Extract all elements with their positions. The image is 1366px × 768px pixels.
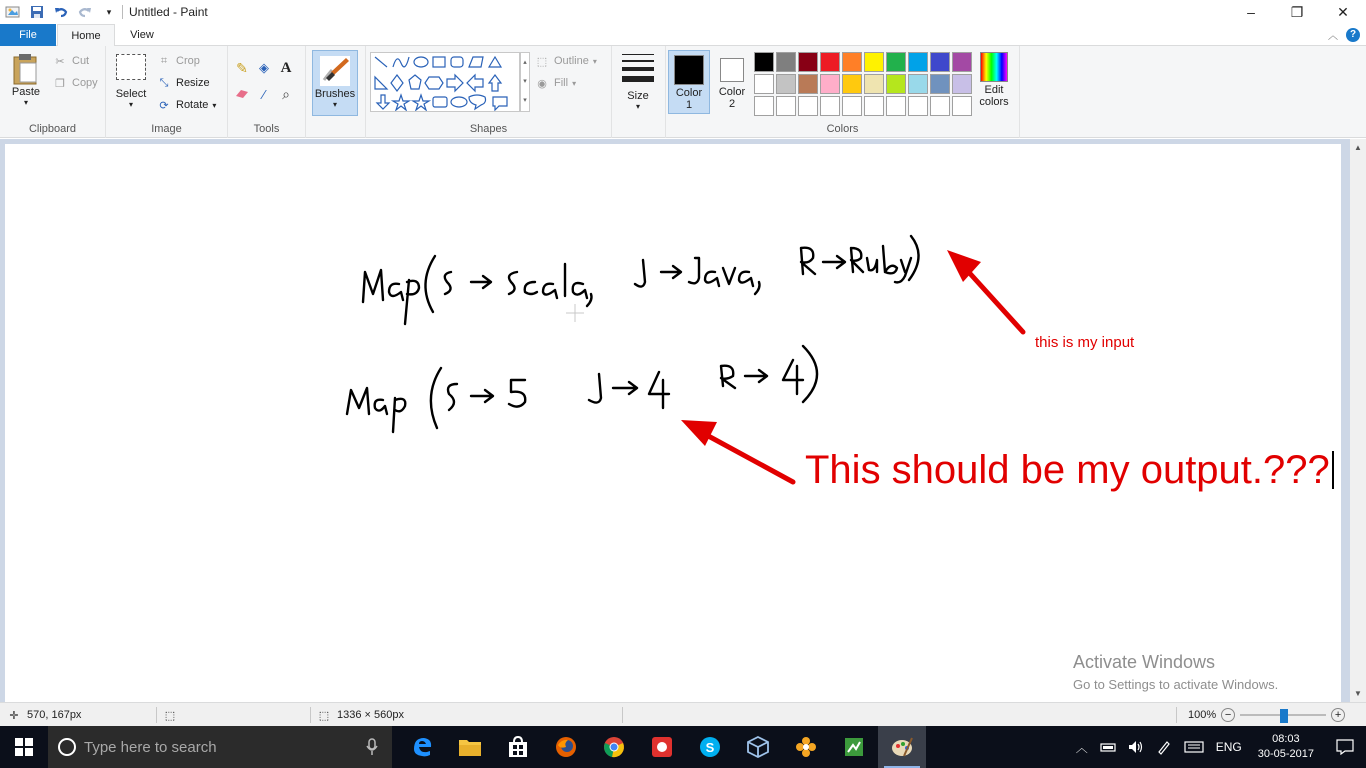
group-size bbox=[612, 46, 666, 138]
crop-button[interactable] bbox=[156, 50, 216, 72]
palette-swatch[interactable] bbox=[776, 74, 796, 94]
edit-colors-label: Edit bbox=[984, 84, 1004, 96]
edit-colors-button[interactable] bbox=[972, 50, 1016, 108]
group-clipboard bbox=[0, 46, 106, 138]
status-divider bbox=[310, 707, 311, 723]
palette-swatch[interactable] bbox=[842, 52, 862, 72]
cursor-position-icon: ✛ bbox=[9, 709, 19, 722]
title-separator bbox=[122, 5, 123, 19]
zoom-slider[interactable] bbox=[1240, 709, 1326, 721]
outline-button[interactable] bbox=[534, 50, 597, 72]
color2-number: 2 bbox=[728, 98, 736, 110]
shapes-group-label: Shapes bbox=[469, 123, 508, 135]
group-shapes bbox=[366, 46, 612, 138]
palette-swatch[interactable] bbox=[754, 74, 774, 94]
touch-keyboard-icon[interactable] bbox=[1178, 741, 1210, 753]
magnifier-icon[interactable]: ⌕ bbox=[282, 85, 290, 102]
window-title: Untitled - Paint bbox=[129, 5, 208, 19]
rotate-dropdown-icon: ▾ bbox=[212, 100, 217, 110]
palette-swatch[interactable] bbox=[908, 74, 928, 94]
palette-swatch[interactable] bbox=[930, 74, 950, 94]
save-icon[interactable] bbox=[28, 3, 46, 21]
taskbar-edge[interactable] bbox=[398, 726, 446, 768]
zoom-level: 100% bbox=[1188, 709, 1217, 721]
edit-colors-label-2: colors bbox=[979, 96, 1009, 108]
zoom-controls bbox=[1188, 703, 1345, 727]
group-image bbox=[106, 46, 228, 138]
maximize-button[interactable]: ❐ bbox=[1290, 3, 1304, 20]
palette-swatch[interactable] bbox=[864, 96, 884, 116]
pencil-icon[interactable]: ✎ bbox=[236, 59, 248, 76]
fill-bucket-icon[interactable]: ◈ bbox=[259, 60, 269, 75]
resize-button[interactable] bbox=[156, 72, 216, 94]
action-center-icon[interactable] bbox=[1324, 739, 1366, 755]
crop-icon: ⌗ bbox=[160, 54, 168, 67]
image-group-label: Image bbox=[151, 123, 182, 135]
color2-button[interactable] bbox=[712, 50, 752, 114]
collapse-ribbon-icon[interactable]: ︿ bbox=[1328, 31, 1338, 42]
color2-swatch bbox=[720, 58, 744, 82]
color-palette bbox=[754, 52, 972, 116]
minimize-button[interactable]: – bbox=[1247, 4, 1255, 20]
paste-button[interactable] bbox=[6, 52, 46, 107]
paint-icon bbox=[890, 736, 914, 758]
palette-swatch[interactable] bbox=[820, 74, 840, 94]
cursor-position bbox=[6, 703, 81, 727]
taskbar-firefox[interactable] bbox=[542, 726, 590, 768]
color-spectrum-icon bbox=[980, 52, 1008, 82]
size-icon bbox=[622, 54, 654, 82]
colors-group-label: Colors bbox=[826, 123, 859, 135]
text-caret bbox=[1332, 451, 1334, 489]
paint-app-icon[interactable] bbox=[4, 3, 22, 21]
fill-button[interactable] bbox=[534, 72, 597, 94]
zoom-in-icon[interactable]: + bbox=[1331, 708, 1345, 722]
canvas-size-icon: ⬚ bbox=[318, 709, 330, 722]
clock-date: 30-05-2017 bbox=[1257, 748, 1314, 760]
selection-size bbox=[162, 703, 178, 727]
status-divider bbox=[156, 707, 157, 723]
brush-icon bbox=[318, 54, 352, 88]
select-button[interactable] bbox=[114, 54, 148, 109]
annotation-output-label: This should be my output.??? bbox=[805, 448, 1330, 492]
crop-label: Crop bbox=[176, 55, 200, 67]
palette-swatch[interactable] bbox=[886, 52, 906, 72]
quick-access-toolbar bbox=[0, 3, 118, 21]
color1-label: Color bbox=[675, 87, 703, 99]
scroll-up-icon[interactable]: ▲ bbox=[1354, 143, 1362, 152]
network-icon[interactable] bbox=[1094, 741, 1122, 753]
color1-button[interactable] bbox=[668, 50, 710, 114]
group-brushes bbox=[306, 46, 366, 138]
rotate-button[interactable] bbox=[156, 94, 216, 116]
search-placeholder: Type here to search bbox=[84, 738, 217, 756]
taskbar-clock[interactable] bbox=[1248, 732, 1324, 762]
group-tools bbox=[228, 46, 306, 138]
fill-dropdown-icon: ▾ bbox=[572, 78, 577, 88]
volume-icon[interactable] bbox=[1122, 740, 1150, 754]
shapes-gallery[interactable] bbox=[370, 52, 520, 112]
rotate-label: Rotate bbox=[176, 99, 209, 111]
taskbar-store[interactable] bbox=[494, 726, 542, 768]
paste-dropdown-icon[interactable]: ▾ bbox=[23, 98, 28, 107]
start-button[interactable] bbox=[0, 726, 48, 768]
window-controls bbox=[1228, 0, 1366, 24]
resize-label: Resize bbox=[176, 77, 210, 89]
palette-swatch[interactable] bbox=[798, 74, 818, 94]
clock-time: 08:03 bbox=[1272, 733, 1300, 745]
outline-icon: ⬚ bbox=[536, 55, 548, 68]
tools-group-label: Tools bbox=[253, 123, 280, 135]
status-divider bbox=[622, 707, 623, 723]
palette-swatch[interactable] bbox=[952, 52, 972, 72]
ribbon-right-controls bbox=[1328, 27, 1360, 42]
brushes-label: Brushes bbox=[314, 88, 356, 100]
palette-swatch[interactable] bbox=[930, 52, 950, 72]
canvas-size-value: 1336 × 560px bbox=[337, 709, 404, 721]
color1-swatch bbox=[674, 55, 704, 85]
status-divider bbox=[1176, 707, 1177, 723]
size-label: Size bbox=[627, 90, 649, 102]
paste-label: Paste bbox=[11, 86, 41, 98]
taskbar-app-red[interactable] bbox=[638, 726, 686, 768]
chrome-icon bbox=[602, 735, 626, 759]
palette-swatch[interactable] bbox=[886, 96, 906, 116]
edge-icon bbox=[410, 735, 434, 759]
paste-icon bbox=[11, 52, 41, 86]
microphone-icon[interactable] bbox=[366, 738, 378, 760]
taskbar bbox=[0, 726, 1366, 768]
red-app-icon bbox=[651, 736, 673, 758]
scroll-down-icon[interactable]: ▼ bbox=[1354, 689, 1362, 698]
palette-swatch[interactable] bbox=[842, 74, 862, 94]
flower-icon bbox=[795, 736, 817, 758]
canvas-size bbox=[316, 703, 404, 727]
shapes-scroll[interactable]: ▴ ▾ ▾ bbox=[520, 52, 530, 112]
pen-ink-icon[interactable] bbox=[1150, 739, 1178, 755]
ribbon bbox=[0, 46, 1366, 138]
palette-swatch[interactable] bbox=[798, 52, 818, 72]
palette-swatch[interactable] bbox=[864, 52, 884, 72]
select-icon bbox=[116, 54, 146, 80]
cube-icon bbox=[747, 736, 769, 758]
taskbar-app-green[interactable] bbox=[830, 726, 878, 768]
fill-label: Fill bbox=[554, 77, 569, 89]
tab-view[interactable]: View bbox=[130, 29, 154, 41]
color-picker-icon[interactable]: ⁄ bbox=[262, 86, 266, 102]
resize-icon: ⤡ bbox=[159, 76, 169, 89]
system-tray bbox=[1070, 726, 1366, 768]
palette-swatch[interactable] bbox=[908, 96, 928, 116]
cortana-icon bbox=[58, 738, 76, 756]
palette-swatch[interactable] bbox=[842, 96, 862, 116]
palette-swatch[interactable] bbox=[754, 52, 774, 72]
selection-size-icon: ⬚ bbox=[164, 709, 176, 722]
activate-windows-watermark bbox=[1073, 652, 1278, 692]
ribbon-tabs bbox=[0, 24, 1366, 46]
vertical-scrollbar[interactable] bbox=[1350, 139, 1366, 702]
palette-swatch[interactable] bbox=[754, 96, 774, 116]
undo-icon[interactable] bbox=[52, 3, 70, 21]
color2-label: Color bbox=[718, 86, 746, 98]
green-app-icon bbox=[843, 736, 865, 758]
fill-icon: ◉ bbox=[537, 77, 547, 90]
palette-swatch[interactable] bbox=[776, 96, 796, 116]
cut-button[interactable] bbox=[52, 50, 98, 72]
taskbar-file-explorer[interactable] bbox=[446, 726, 494, 768]
scissors-icon: ✂ bbox=[55, 55, 65, 68]
copy-button[interactable] bbox=[52, 72, 98, 94]
palette-swatch[interactable] bbox=[886, 74, 906, 94]
select-label: Select bbox=[115, 88, 147, 100]
taskbar-paint[interactable] bbox=[878, 726, 926, 768]
taskbar-pinned-apps bbox=[398, 726, 926, 768]
store-icon bbox=[507, 736, 529, 758]
copy-label: Copy bbox=[72, 77, 98, 89]
tab-file[interactable]: File bbox=[0, 24, 56, 46]
windows-logo-icon bbox=[15, 738, 33, 756]
tools-grid bbox=[234, 60, 300, 112]
text-tool-icon[interactable]: A bbox=[280, 59, 292, 76]
shapes-gallery-icons bbox=[371, 53, 519, 111]
help-icon[interactable]: ? bbox=[1346, 28, 1360, 42]
taskbar-app-flower[interactable] bbox=[782, 726, 830, 768]
taskbar-skype[interactable] bbox=[686, 726, 734, 768]
select-dropdown-icon[interactable]: ▾ bbox=[128, 100, 133, 109]
palette-swatch[interactable] bbox=[952, 74, 972, 94]
folder-icon bbox=[458, 737, 482, 757]
taskbar-search-box[interactable] bbox=[48, 726, 392, 768]
palette-swatch[interactable] bbox=[908, 52, 928, 72]
outline-label: Outline bbox=[554, 55, 589, 67]
palette-swatch[interactable] bbox=[776, 52, 796, 72]
close-button[interactable]: ✕ bbox=[1337, 3, 1349, 20]
palette-swatch[interactable] bbox=[820, 52, 840, 72]
customize-qat-icon[interactable]: ▾ bbox=[106, 6, 112, 17]
size-dropdown-icon[interactable]: ▾ bbox=[635, 102, 640, 111]
drawing-canvas[interactable] bbox=[5, 144, 1341, 702]
activate-windows-subtitle: Go to Settings to activate Windows. bbox=[1073, 677, 1279, 692]
tab-home[interactable]: Home bbox=[57, 24, 115, 47]
title-bar bbox=[0, 0, 1366, 24]
cut-label: Cut bbox=[72, 55, 90, 67]
palette-swatch[interactable] bbox=[864, 74, 884, 94]
taskbar-virtualbox[interactable] bbox=[734, 726, 782, 768]
color1-number: 1 bbox=[685, 99, 693, 111]
clipboard-group-label: Clipboard bbox=[28, 123, 77, 135]
rotate-icon: ⟳ bbox=[159, 99, 169, 112]
outline-dropdown-icon: ▾ bbox=[592, 56, 597, 66]
cursor-position-value: 570, 167px bbox=[27, 709, 82, 721]
status-bar bbox=[0, 702, 1366, 726]
zoom-out-icon[interactable]: − bbox=[1221, 708, 1235, 722]
palette-swatch[interactable] bbox=[952, 96, 972, 116]
svg-text:S: S bbox=[705, 740, 715, 755]
eraser-icon[interactable] bbox=[234, 86, 250, 102]
size-button[interactable] bbox=[618, 54, 658, 111]
firefox-icon bbox=[554, 735, 578, 759]
taskbar-chrome[interactable] bbox=[590, 726, 638, 768]
copy-icon: ❐ bbox=[55, 77, 65, 90]
canvas-workarea bbox=[0, 139, 1350, 702]
palette-swatch[interactable] bbox=[798, 96, 818, 116]
handwritten-drawing bbox=[5, 144, 1341, 702]
brushes-button[interactable] bbox=[312, 50, 358, 116]
show-hidden-icons[interactable]: ︿ bbox=[1075, 740, 1088, 755]
annotation-input-text: this is my input bbox=[1035, 334, 1135, 351]
skype-icon bbox=[699, 736, 721, 758]
brushes-dropdown-icon[interactable]: ▾ bbox=[332, 100, 337, 109]
activate-windows-title: Activate Windows bbox=[1073, 652, 1216, 672]
input-language[interactable]: ENG bbox=[1215, 740, 1242, 754]
palette-swatch[interactable] bbox=[930, 96, 950, 116]
redo-icon[interactable] bbox=[76, 3, 94, 21]
annotation-output-text bbox=[805, 448, 1334, 493]
palette-swatch[interactable] bbox=[820, 96, 840, 116]
